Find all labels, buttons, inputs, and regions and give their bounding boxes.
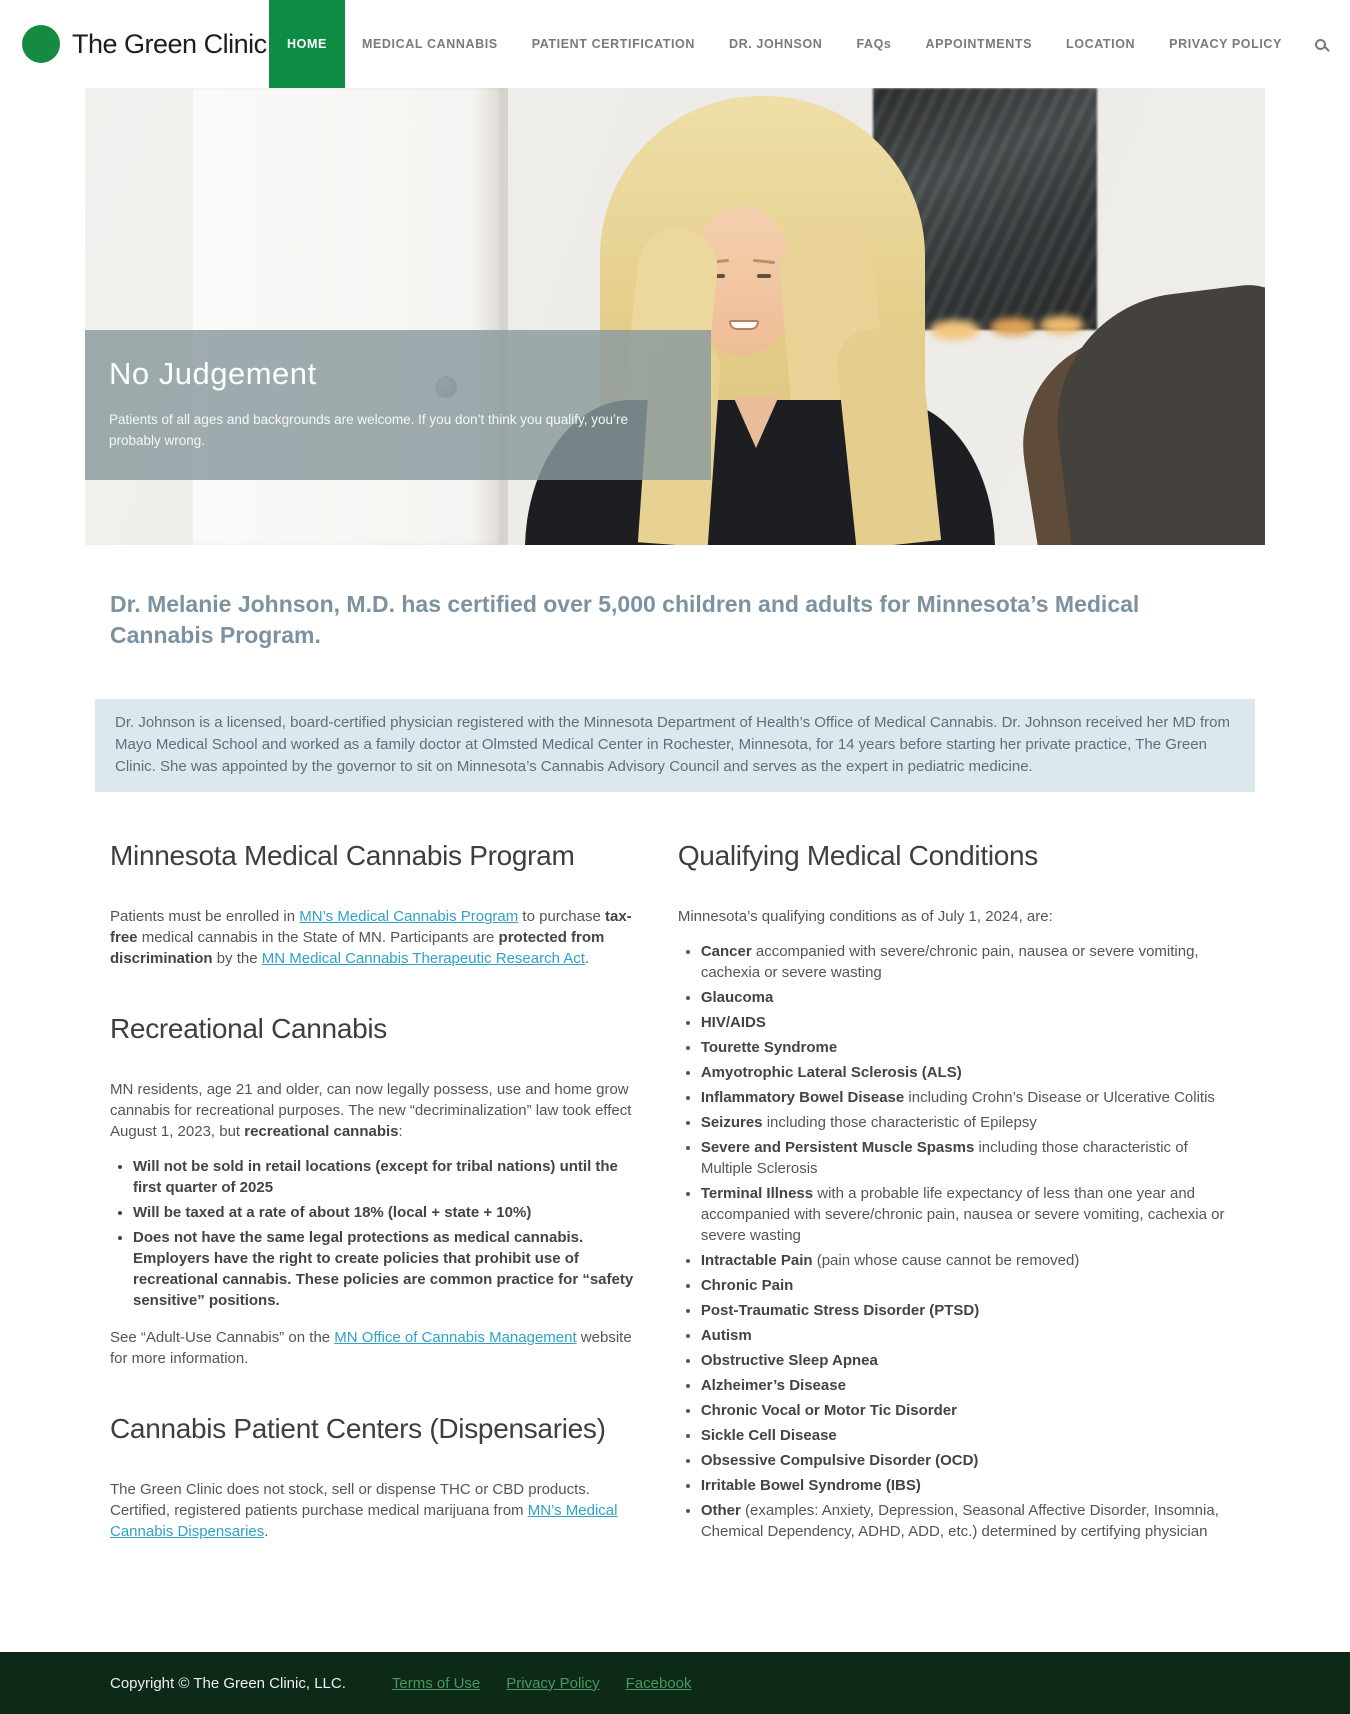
footer (0, 1652, 1350, 1714)
doctor-bio-text: Dr. Johnson is a licensed, board-certified physician registered with the Minnesota Department of Health’s Office of Medical Cannabis. Dr. Johnson received her MD from Mayo Medical School and worked as a family doctor at Olmsted Medical Center in Rochester, Minnesota, for 14 years before starting her private practice, The Green Clinic. She was appointed by the governor to sit on Minnesota’s Cannabis Advisory Council and serves as the expert in pediatric medicine. (115, 714, 1230, 775)
nav-item-appointments[interactable]: APPOINTMENTS (925, 37, 1033, 51)
top-navigation-bar (0, 0, 1350, 88)
text-run: medical cannabis in the State of MN. Participants are (137, 929, 499, 947)
bold-tax-free: tax-free (110, 908, 632, 947)
list-item: • Does not have the same legal protections as medical cannabis. Employers have the right to create policies that prohibit use of recreational cannabis. These policies are common practice for “safety sensitive” positions. (133, 1227, 643, 1311)
recreational-paragraph (110, 1079, 643, 1142)
condition-item (701, 1400, 1240, 1421)
hero-title: No Judgement (109, 356, 317, 391)
condition-item (701, 1037, 1240, 1058)
condition-item (701, 1112, 1240, 1133)
section-heading: Recreational Cannabis (110, 1013, 387, 1045)
condition-name: Severe and Persistent Muscle Spasms (700, 1139, 975, 1157)
text-run: MN residents, age 21 and older, can now legally possess, use and home grow cannabis for recreational purposes. The new “decriminalization” law took effect August 1, 2023, but (110, 1081, 632, 1141)
text-run: . (584, 950, 590, 968)
text-run: The Green Clinic does not stock, sell or dispense THC or CBD products. Certified, registered patients purchase medical marijuana from (110, 1481, 590, 1520)
condition-name: Obsessive Compulsive Disorder (OCD) (700, 1452, 979, 1470)
condition-item (701, 1087, 1240, 1108)
list-item: • Will be taxed at a rate of about 18% (local + state + 10%) (133, 1202, 643, 1223)
hero-text-overlay (85, 330, 711, 480)
list-item: • Will not be sold in retail locations (except for tribal nations) until the first quarter of 2025 (133, 1156, 643, 1198)
condition-name: Seizures (700, 1114, 763, 1132)
condition-desc: accompanied with severe/chronic pain, nausea or severe vomiting, cachexia or severe wasting (700, 943, 1199, 982)
condition-item (701, 1183, 1240, 1246)
certification-headline: Dr. Melanie Johnson, M.D. has certified over 5,000 children and adults for Minnesota’s Medical Cannabis Program. (110, 591, 1140, 649)
condition-desc: including Crohn’s Disease or Ulcerative Colitis (904, 1089, 1215, 1107)
condition-name: Chronic Vocal or Motor Tic Disorder (700, 1402, 957, 1420)
condition-item (701, 1475, 1240, 1496)
green-circle-logo-icon (22, 25, 60, 63)
condition-name: Intractable Pain (700, 1252, 813, 1270)
nav-item-faqs[interactable]: FAQs (856, 37, 892, 51)
footer-link-terms-of-use[interactable]: Terms of Use (391, 1674, 481, 1692)
condition-name: Obstructive Sleep Apnea (700, 1352, 878, 1370)
condition-name: Cancer (700, 943, 752, 961)
see-more-paragraph (110, 1327, 643, 1369)
condition-item (701, 1425, 1240, 1446)
program-paragraph (110, 906, 643, 969)
footer-link-privacy-policy[interactable]: Privacy Policy (506, 1674, 600, 1692)
link-therapeutic-research-act[interactable]: MN Medical Cannabis Therapeutic Research Act (261, 950, 585, 968)
bold-recreational-cannabis: recreational cannabis (244, 1123, 399, 1141)
footer-content (85, 1675, 1265, 1692)
condition-name: Terminal Illness (700, 1185, 814, 1203)
condition-item (701, 1375, 1240, 1396)
dispensaries-paragraph (110, 1479, 643, 1542)
condition-name: Sickle Cell Disease (700, 1427, 837, 1445)
condition-name: Amyotrophic Lateral Sclerosis (ALS) (700, 1064, 962, 1082)
condition-item (701, 1500, 1240, 1542)
condition-name: Glaucoma (700, 989, 774, 1007)
text-run: by the (212, 950, 262, 968)
condition-name: HIV/AIDS (700, 1014, 766, 1032)
link-office-of-cannabis-management[interactable]: MN Office of Cannabis Management (334, 1329, 577, 1347)
condition-item (701, 1275, 1240, 1296)
condition-item (701, 941, 1240, 983)
left-column (110, 840, 643, 1586)
condition-name: Inflammatory Bowel Disease (700, 1089, 905, 1107)
recreational-bullet-list (113, 1156, 643, 1311)
condition-name: Alzheimer’s Disease (700, 1377, 846, 1395)
condition-item (701, 987, 1240, 1008)
nav-item-location[interactable]: LOCATION (1066, 37, 1136, 51)
site-logo-text: The Green Clinic (72, 28, 267, 59)
condition-name: Tourette Syndrome (700, 1039, 838, 1057)
condition-item (701, 1325, 1240, 1346)
copyright-text: Copyright © The Green Clinic, LLC. (110, 1674, 346, 1692)
section-mn-medical-cannabis-program (110, 840, 643, 969)
nav-item-patient-certification[interactable]: PATIENT CERTIFICATION (531, 37, 696, 51)
qualifying-conditions-list (681, 941, 1240, 1542)
link-mn-dispensaries[interactable]: MN’s Medical Cannabis Dispensaries (110, 1502, 618, 1541)
condition-item (701, 1250, 1240, 1271)
condition-item (701, 1012, 1240, 1033)
section-dispensaries (110, 1413, 643, 1542)
hero-person-smile (729, 320, 759, 330)
hero-fire-light (1040, 316, 1084, 334)
text-run: . (264, 1523, 269, 1541)
right-column (678, 840, 1240, 1586)
main-content-card (85, 88, 1265, 1616)
condition-name: Chronic Pain (700, 1277, 794, 1295)
hero-fire-light (930, 320, 980, 340)
footer-link-facebook[interactable]: Facebook (625, 1674, 692, 1692)
condition-name: Other (700, 1502, 741, 1520)
conditions-intro: Minnesota’s qualifying conditions as of July 1, 2024, are: (677, 908, 1053, 926)
text-run: website for more information. (110, 1329, 632, 1368)
link-mn-medical-cannabis-program[interactable]: MN’s Medical Cannabis Program (299, 908, 519, 926)
section-heading: Qualifying Medical Conditions (677, 840, 1038, 872)
condition-name: Post-Traumatic Stress Disorder (PTSD) (700, 1302, 980, 1320)
condition-item (701, 1450, 1240, 1471)
content-columns (85, 792, 1265, 1616)
text-run: See “Adult-Use Cannabis” on the (110, 1329, 335, 1347)
text-run: Patients must be enrolled in (110, 908, 300, 926)
nav-item-medical-cannabis[interactable]: MEDICAL CANNABIS (361, 37, 498, 51)
nav-item-home[interactable]: HOME (269, 0, 345, 88)
condition-item (701, 1062, 1240, 1083)
main-nav (269, 0, 1342, 88)
section-heading: Minnesota Medical Cannabis Program (110, 840, 575, 872)
condition-name: Irritable Bowel Syndrome (IBS) (700, 1477, 921, 1495)
condition-name: Autism (700, 1327, 752, 1345)
condition-desc: (examples: Anxiety, Depression, Seasonal Affective Disorder, Insomnia, Chemical Dependency, ADHD, ADD, etc.) determined by certifying physician (700, 1502, 1219, 1541)
hero-subtitle: Patients of all ages and backgrounds are welcome. If you don’t think you qualify, you’re probably wrong. (109, 412, 629, 448)
condition-item (701, 1300, 1240, 1321)
search-button[interactable] (1299, 0, 1342, 88)
condition-item (701, 1350, 1240, 1371)
hero-person-eye (757, 274, 771, 278)
hero-banner (85, 88, 1265, 545)
text-run: : (398, 1123, 403, 1141)
condition-desc: including those characteristic of Epilepsy (762, 1114, 1037, 1132)
doctor-bio-box (95, 699, 1255, 792)
site-logo[interactable] (22, 25, 267, 63)
section-heading: Cannabis Patient Centers (Dispensaries) (110, 1413, 606, 1445)
section-recreational-cannabis (110, 1013, 643, 1369)
hero-fire-light (990, 318, 1036, 336)
bold-protected: protected from discrimination (110, 929, 605, 968)
condition-item (701, 1137, 1240, 1179)
nav-item-dr-johnson[interactable]: DR. JOHNSON (729, 37, 823, 51)
search-icon (1315, 39, 1326, 50)
intro-section (85, 545, 1265, 699)
nav-item-privacy-policy[interactable]: PRIVACY POLICY (1169, 37, 1282, 51)
condition-desc: including those characteristic of Multiple Sclerosis (700, 1139, 1188, 1178)
condition-desc: with a probable life expectancy of less than one year and accompanied with severe/chronic pain, nausea or severe vomiting, cachexia or severe wasting (700, 1185, 1225, 1245)
text-run: to purchase (518, 908, 605, 926)
condition-desc: (pain whose cause cannot be removed) (812, 1252, 1080, 1270)
